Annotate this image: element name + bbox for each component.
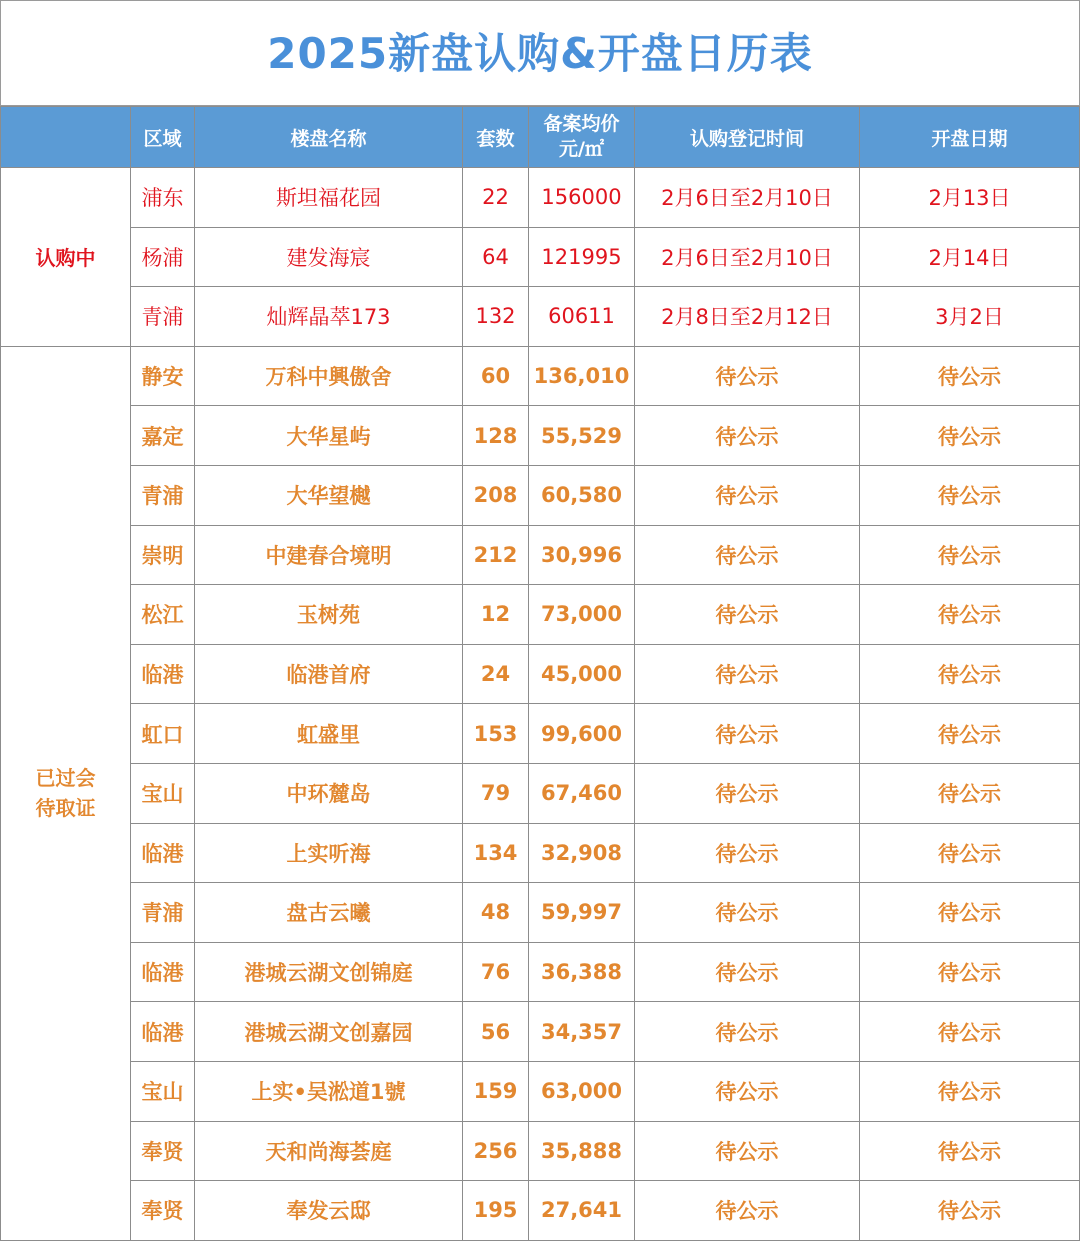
cell-district: 松江 xyxy=(131,585,195,645)
cell-units: 64 xyxy=(463,227,529,287)
cell-units: 56 xyxy=(463,1002,529,1062)
cell-units: 159 xyxy=(463,1061,529,1121)
cell-units: 79 xyxy=(463,763,529,823)
cell-price: 32,908 xyxy=(529,823,635,883)
cell-opening: 待公示 xyxy=(860,1061,1080,1121)
cell-district: 嘉定 xyxy=(131,406,195,466)
cell-project: 斯坦福花园 xyxy=(195,168,463,228)
cell-units: 128 xyxy=(463,406,529,466)
cell-opening: 待公示 xyxy=(860,525,1080,585)
cell-period: 待公示 xyxy=(635,346,860,406)
cell-project: 港城云湖文创锦庭 xyxy=(195,942,463,1002)
cell-period: 2月6日至2月10日 xyxy=(635,168,860,228)
table-row xyxy=(1,227,1080,287)
cell-project: 临港首府 xyxy=(195,644,463,704)
cell-period: 待公示 xyxy=(635,763,860,823)
cell-period: 待公示 xyxy=(635,942,860,1002)
cell-units: 134 xyxy=(463,823,529,883)
cell-opening: 2月13日 xyxy=(860,168,1080,228)
cell-district: 奉贤 xyxy=(131,1181,195,1241)
table-row xyxy=(1,1002,1080,1062)
cell-opening: 待公示 xyxy=(860,823,1080,883)
cell-opening: 待公示 xyxy=(860,1002,1080,1062)
group-label-subscribing: 认购中 xyxy=(1,168,131,347)
cell-project: 天和尚海荟庭 xyxy=(195,1121,463,1181)
cell-units: 212 xyxy=(463,525,529,585)
cell-project: 灿辉晶萃173 xyxy=(195,287,463,347)
cell-district: 青浦 xyxy=(131,287,195,347)
table-row xyxy=(1,704,1080,764)
cell-district: 崇明 xyxy=(131,525,195,585)
cell-project: 建发海宸 xyxy=(195,227,463,287)
cell-price: 156000 xyxy=(529,168,635,228)
cell-price: 63,000 xyxy=(529,1061,635,1121)
table-row xyxy=(1,168,1080,228)
cell-units: 48 xyxy=(463,883,529,943)
cell-period: 待公示 xyxy=(635,1061,860,1121)
cell-district: 奉贤 xyxy=(131,1121,195,1181)
cell-opening: 3月2日 xyxy=(860,287,1080,347)
cell-district: 临港 xyxy=(131,1002,195,1062)
table-row xyxy=(1,644,1080,704)
header-opening-date: 开盘日期 xyxy=(860,107,1080,168)
cell-period: 2月6日至2月10日 xyxy=(635,227,860,287)
table-row xyxy=(1,1121,1080,1181)
cell-units: 256 xyxy=(463,1121,529,1181)
cell-price: 55,529 xyxy=(529,406,635,466)
cell-period: 2月8日至2月12日 xyxy=(635,287,860,347)
cell-opening: 待公示 xyxy=(860,1181,1080,1241)
table-row xyxy=(1,1061,1080,1121)
header-district: 区域 xyxy=(131,107,195,168)
cell-district: 杨浦 xyxy=(131,227,195,287)
table-row xyxy=(1,406,1080,466)
cell-period: 待公示 xyxy=(635,823,860,883)
table-row xyxy=(1,823,1080,883)
cell-opening: 待公示 xyxy=(860,346,1080,406)
cell-price: 99,600 xyxy=(529,704,635,764)
cell-opening: 待公示 xyxy=(860,465,1080,525)
cell-opening: 待公示 xyxy=(860,1121,1080,1181)
cell-price: 34,357 xyxy=(529,1002,635,1062)
cell-opening: 待公示 xyxy=(860,763,1080,823)
table-row xyxy=(1,763,1080,823)
cell-price: 45,000 xyxy=(529,644,635,704)
table-row xyxy=(1,1181,1080,1241)
cell-opening: 待公示 xyxy=(860,644,1080,704)
cell-project: 奉发云邸 xyxy=(195,1181,463,1241)
cell-period: 待公示 xyxy=(635,883,860,943)
cell-period: 待公示 xyxy=(635,644,860,704)
cell-opening: 待公示 xyxy=(860,704,1080,764)
cell-opening: 待公示 xyxy=(860,406,1080,466)
cell-project: 盘古云曦 xyxy=(195,883,463,943)
cell-price: 67,460 xyxy=(529,763,635,823)
cell-district: 宝山 xyxy=(131,1061,195,1121)
cell-opening: 待公示 xyxy=(860,942,1080,1002)
cell-units: 132 xyxy=(463,287,529,347)
cell-price: 136,010 xyxy=(529,346,635,406)
header-group-cell xyxy=(1,107,131,168)
cell-district: 虹口 xyxy=(131,704,195,764)
cell-project: 大华星屿 xyxy=(195,406,463,466)
cell-price: 35,888 xyxy=(529,1121,635,1181)
table-row xyxy=(1,525,1080,585)
table-row xyxy=(1,585,1080,645)
cell-price: 30,996 xyxy=(529,525,635,585)
group-label-pending-line2: 待取证 xyxy=(35,796,96,821)
cell-opening: 待公示 xyxy=(860,585,1080,645)
cell-period: 待公示 xyxy=(635,465,860,525)
cell-price: 36,388 xyxy=(529,942,635,1002)
calendar-table xyxy=(0,106,1080,1241)
cell-project: 上实听海 xyxy=(195,823,463,883)
cell-units: 153 xyxy=(463,704,529,764)
cell-district: 临港 xyxy=(131,942,195,1002)
cell-period: 待公示 xyxy=(635,1181,860,1241)
cell-period: 待公示 xyxy=(635,406,860,466)
cell-price: 27,641 xyxy=(529,1181,635,1241)
cell-units: 24 xyxy=(463,644,529,704)
header-price-line2: 元/㎡ xyxy=(559,138,604,160)
cell-project: 万科中興傲舍 xyxy=(195,346,463,406)
table-row xyxy=(1,942,1080,1002)
header-price-line1: 备案均价 xyxy=(543,113,620,135)
cell-price: 121995 xyxy=(529,227,635,287)
cell-project: 中环麓岛 xyxy=(195,763,463,823)
header-subscription-period: 认购登记时间 xyxy=(635,107,860,168)
cell-project: 中建春合境明 xyxy=(195,525,463,585)
group-label-pending-line1: 已过会 xyxy=(35,766,96,791)
cell-price: 73,000 xyxy=(529,585,635,645)
cell-district: 静安 xyxy=(131,346,195,406)
cell-district: 青浦 xyxy=(131,465,195,525)
cell-units: 195 xyxy=(463,1181,529,1241)
header-price xyxy=(529,107,635,168)
cell-units: 208 xyxy=(463,465,529,525)
cell-price: 60,580 xyxy=(529,465,635,525)
page-title: 2025新盘认购&开盘日历表 xyxy=(0,0,1080,106)
header-units: 套数 xyxy=(463,107,529,168)
table-row xyxy=(1,883,1080,943)
header-row xyxy=(1,107,1080,168)
cell-opening: 2月14日 xyxy=(860,227,1080,287)
cell-period: 待公示 xyxy=(635,1121,860,1181)
cell-district: 临港 xyxy=(131,823,195,883)
cell-price: 60611 xyxy=(529,287,635,347)
group-label-pending xyxy=(1,346,131,1240)
cell-opening: 待公示 xyxy=(860,883,1080,943)
cell-district: 浦东 xyxy=(131,168,195,228)
header-project: 楼盘名称 xyxy=(195,107,463,168)
cell-period: 待公示 xyxy=(635,585,860,645)
cell-district: 临港 xyxy=(131,644,195,704)
cell-district: 青浦 xyxy=(131,883,195,943)
cell-period: 待公示 xyxy=(635,525,860,585)
cell-project: 港城云湖文创嘉园 xyxy=(195,1002,463,1062)
cell-project: 上实•吴淞道1號 xyxy=(195,1061,463,1121)
cell-district: 宝山 xyxy=(131,763,195,823)
cell-units: 22 xyxy=(463,168,529,228)
cell-price: 59,997 xyxy=(529,883,635,943)
cell-project: 大华望樾 xyxy=(195,465,463,525)
cell-project: 玉树苑 xyxy=(195,585,463,645)
table-row xyxy=(1,465,1080,525)
cell-units: 12 xyxy=(463,585,529,645)
table-body xyxy=(1,168,1080,1241)
cell-units: 76 xyxy=(463,942,529,1002)
cell-units: 60 xyxy=(463,346,529,406)
table-row xyxy=(1,287,1080,347)
cell-period: 待公示 xyxy=(635,1002,860,1062)
cell-period: 待公示 xyxy=(635,704,860,764)
table-row xyxy=(1,346,1080,406)
cell-project: 虹盛里 xyxy=(195,704,463,764)
